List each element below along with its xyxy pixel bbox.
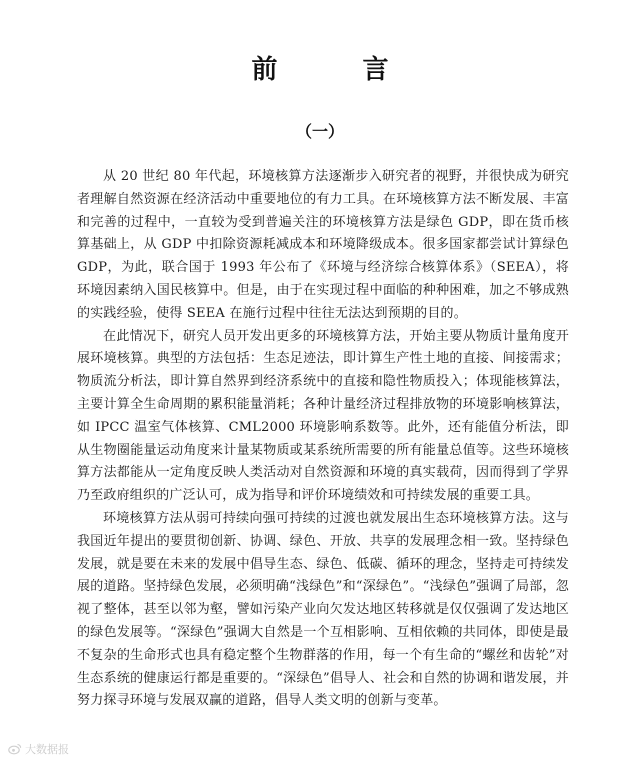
section-heading: （一） [295,122,344,141]
watermark-text: 大数据报 [25,743,69,756]
paragraph-1: 从 20 世纪 80 年代起，环境核算方法逐渐步入研究者的视野，并很快成为研究者理解自然资源在经济活动中重要地位的有力工具。在环境核算方法不断发展、丰富和完善的过程中，一直较为受到普遍关注的环境核算方法是绿色 GDP，即在货币核算基础上，从 GDP 中扣除资源耗减成本和环境降级成本。很多国家都尝试计算绿色 GDP，为此，联合国于 1993 年公布了《环境与经济综合核算体系》（SEEA），将环境因素纳入国民核算中。但是，由于在实现过程中面临的种种困难，加之不够成熟的实践经验，使得 SEEA 在施行过程中往往无法达到预期的目的。 [77,169,569,321]
paragraph-3: 环境核算方法从弱可持续向强可持续的过渡也就发展出生态环境核算方法。这与我国近年提出的要贯彻创新、协调、绿色、开放、共享的发展理念相一致。坚持绿色发展，就是要在未来的发展中倡导生态、绿色、低碳、循环的理念，坚持走可持续发展的道路。坚持绿色发展，必须明确“浅绿色”和“深绿色”。“浅绿色”强调了局部，忽视了整体，甚至以邻为壑，譬如污染产业向欠发达地区转移就是仅仅强调了发达地区的绿色发展等。“深绿色”强调大自然是一个互相影响、互相依赖的共同体，即使是最不复杂的生命形式也具有稳定整个生物群落的作用，每一个有生命的“螺丝和齿轮”对生态系统的健康运行都是重要的。“深绿色”倡导人、社会和自然的协调和谐发展，并努力探寻环境与发展双赢的道路，倡导人类文明的创新与变革。 [77,510,569,709]
body-text [77,166,569,713]
page-title: 前 言 [251,55,427,85]
paragraph-2: 在此情况下，研究人员开发出更多的环境核算方法，开始主要从物质计量角度开展环境核算。典型的方法包括：生态足迹法，即计算生产性土地的直接、间接需求；物质流分析法，即计算自然界到经济系统中的直接和隐性物质投入；体现能核算法，主要计算全生命周期的累积能量消耗；各种计量经济过程排放物的环境影响核算法，如 IPCC 温室气体核算、CML2000 环境影响系数等。此外，还有能值分析法，即从生物圈能量运动角度来计量某物质或某系统所需要的所有能量总值等。这些环境核算方法都能从一定角度反映人类活动对自然资源和环境的真实载荷，因而得到了学界乃至政府组织的广泛认可，成为指导和评价环境绩效和可持续发展的重要工具。 [77,328,569,504]
watermark [8,741,69,757]
weibo-logo-icon [8,742,22,756]
